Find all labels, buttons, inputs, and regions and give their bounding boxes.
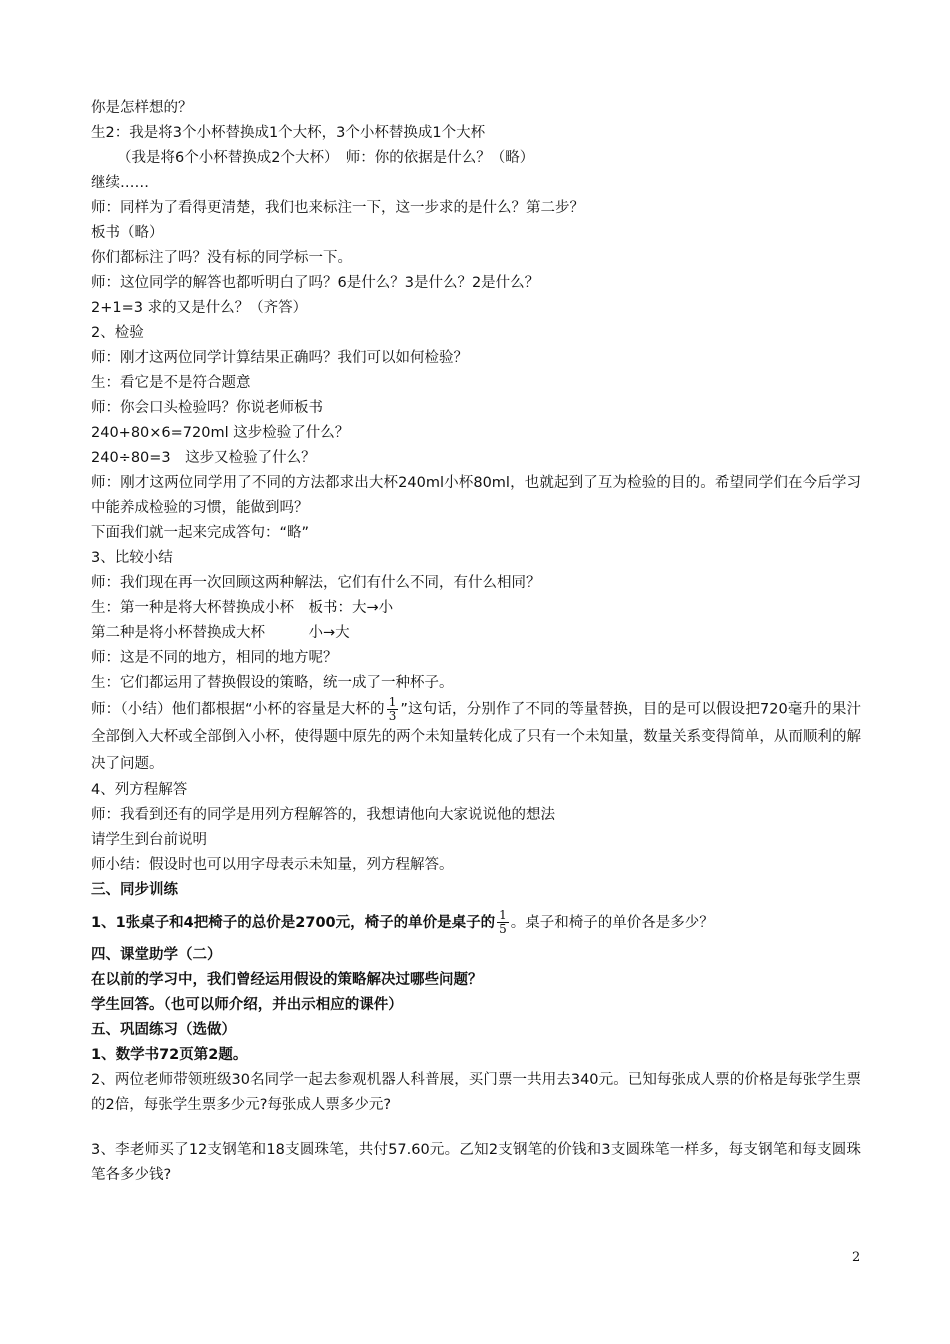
text-line: （我是将6个小杯替换成2个大杯） 师：你的依据是什么？（略） [117,150,535,166]
text-line: 你们都标注了吗？没有标的同学标一下。 [91,250,352,266]
exercise-line [91,903,861,943]
text-line: 2+1=3 求的又是什么？（齐答） [91,300,308,316]
section-heading: 四、课堂助学（二） [91,946,222,963]
page-number: 2 [852,1250,861,1265]
summary-text-start: 师：（小结）他们都根据“小杯的容量是大杯的 [91,701,385,718]
text-line: 学生回答。（也可以师介绍，并出示相应的课件） [91,996,403,1013]
section-heading: 五、巩固练习（选做） [91,1021,236,1038]
text-line: 师：同样为了看得更清楚，我们也来标注一下，这一步求的是什么？第二步？ [91,200,584,216]
exercise-text-end: 。桌子和椅子的单价各是多少？ [510,914,714,931]
exercise-paragraph: 3、李老师买了12支钢笔和18支圆珠笔，共付57.60元。乙知2支钢笔的价钱和3支圆珠笔一样多，每支钢笔和每支圆珠笔各多少钱? [91,1141,861,1183]
text-line: 第二种是将小杯替换成大杯 小→大 [91,625,350,641]
fraction-numerator: 1 [388,695,397,709]
text-line: 下面我们就一起来完成答句：“略” [91,525,310,541]
summary-paragraph [91,696,861,778]
section-heading: 三、同步训练 [91,881,178,898]
text-line: 在以前的学习中，我们曾经运用假设的策略解决过哪些问题？ [91,971,483,988]
text-line: 请学生到台前说明 [91,831,207,848]
text-line: 你是怎样想的？ [91,100,193,116]
text-line: 1、数学书72页第2题。 [91,1046,248,1063]
section-heading: 4、列方程解答 [91,781,188,798]
text-line: 生：看它是不是符合题意 [91,375,251,391]
document-body [91,96,861,1188]
text-line: 板书（略） [91,225,164,241]
exercise-text-start: 1、1张桌子和4把椅子的总价是2700元，椅子的单价是桌子的 [91,914,496,931]
section-heading: 2、检验 [91,325,144,341]
text-line: 生2：我是将3个小杯替换成1个大杯，3个小杯替换成1个大杯 [91,125,486,141]
spacer [91,1118,861,1138]
fraction-one-fifth [497,909,509,936]
fraction-numerator: 1 [499,908,507,922]
text-line: 师：我看到还有的同学是用列方程解答的，我想请他向大家说说他的想法 [91,806,555,823]
exercise-paragraph: 2、两位老师带领班级30名同学一起去参观机器人科普展，买门票一共用去340元。已知每张成人票的价格是每张学生票的2倍，每张学生票多少元?每张成人票多少元? [91,1071,861,1113]
text-line: 师：你会口头检验吗？你说老师板书 [91,400,323,416]
text-line: 240÷80=3 这步又检验了什么？ [91,450,316,466]
text-line: 师：我们现在再一次回顾这两种解法，它们有什么不同，有什么相同？ [91,575,541,591]
text-paragraph: 师：刚才这两位同学用了不同的方法都求出大杯240ml小杯80ml，也就起到了互为检验的目的。希望同学们在今后学习中能养成检验的习惯，能做到吗？ [91,475,861,516]
fraction-denominator: 3 [388,709,397,723]
text-line: 师：刚才这两位同学计算结果正确吗？我们可以如何检验？ [91,350,468,366]
fraction-one-third [387,696,399,723]
text-line: 生：它们都运用了替换假设的策略，统一成了一种杯子。 [91,675,454,691]
section-heading: 3、比较小结 [91,550,173,566]
text-line: 240+80×6=720ml 这步检验了什么？ [91,425,350,441]
text-line: 师：这位同学的解答也都听明白了吗？6是什么？3是什么？2是什么？ [91,275,540,291]
text-line: 师小结：假设时也可以用字母表示未知量，列方程解答。 [91,856,454,873]
text-line: 继续…… [91,175,149,191]
fraction-denominator: 5 [499,922,507,936]
text-line: 师：这是不同的地方，相同的地方呢？ [91,650,338,666]
text-line: 生：第一种是将大杯替换成小杯 板书：大→小 [91,600,394,616]
summary-text-end: ”这句话，分别作了不同的等量替换，目的是可以假设把720毫升的果汁全部倒入大杯或全部倒入小杯，使得题中原先的两个未知量转化成了只有一个未知量，数量关系变得简单，从而顺利的解决了问题。 [91,701,862,772]
